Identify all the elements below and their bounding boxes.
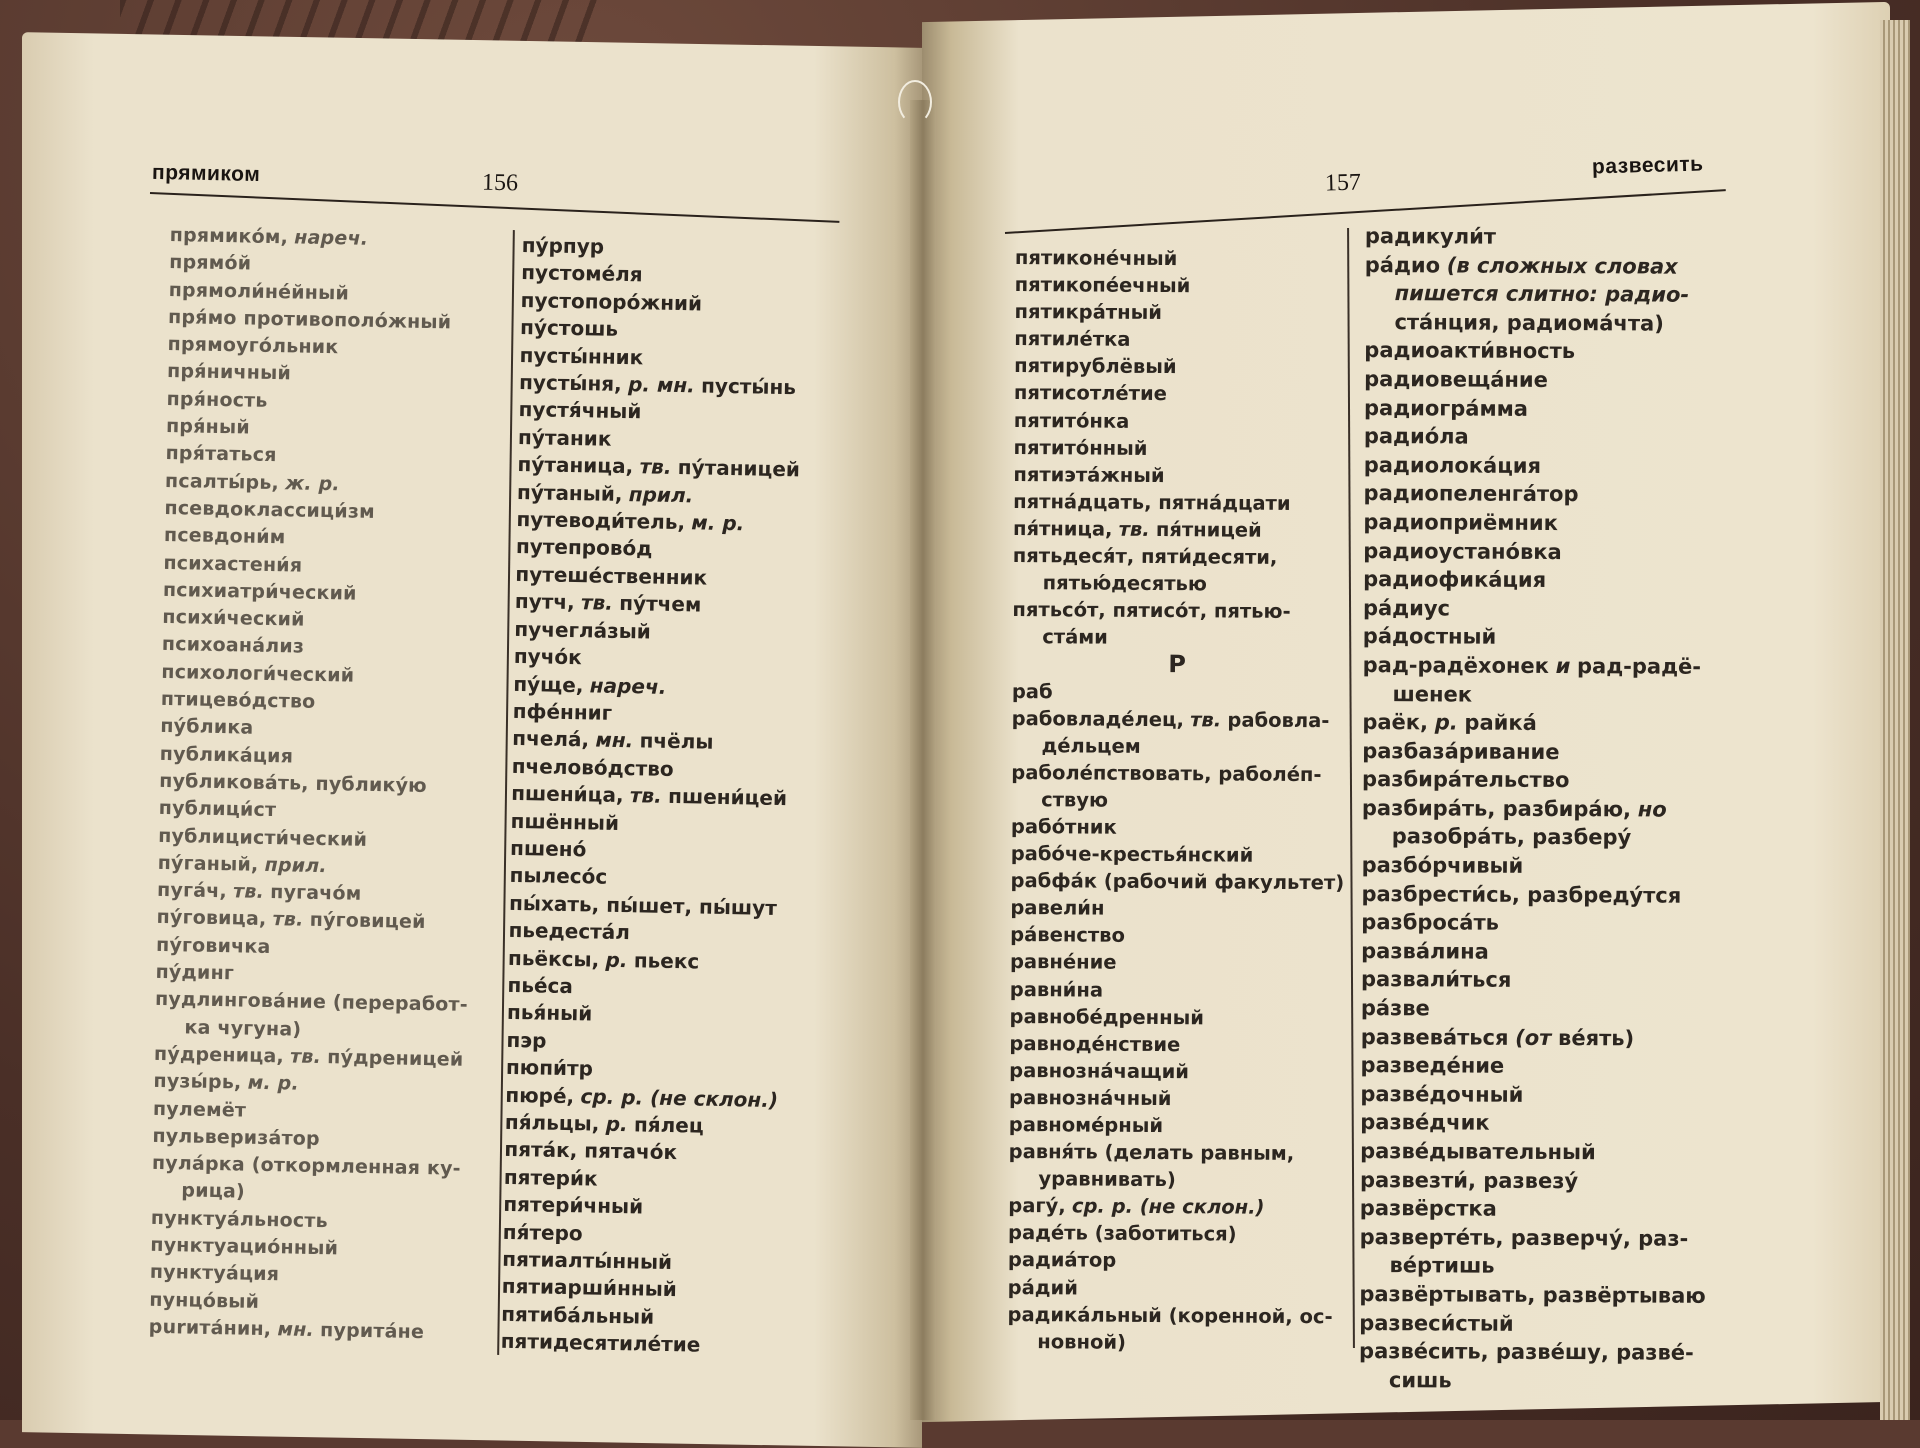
dictionary-entry xyxy=(1011,813,1341,842)
dictionary-entry xyxy=(1362,794,1722,824)
continuation-text: де́льцем xyxy=(1041,733,1141,758)
dictionary-entry xyxy=(1364,308,1724,338)
entry-word: пшённый xyxy=(510,808,620,835)
dictionary-entry xyxy=(1364,394,1724,424)
dictionary-entry xyxy=(1008,1246,1338,1275)
entry-word: пылесо́с xyxy=(509,863,608,890)
dictionary-entry xyxy=(1012,596,1342,625)
entry-word: пятиконе́чный xyxy=(1014,245,1178,271)
entry-word: радика́льный (коренной, ос- xyxy=(1007,1302,1333,1328)
dictionary-entry xyxy=(1015,271,1345,300)
right-running-head: развесить xyxy=(1591,152,1704,179)
entry-form: пчёлы xyxy=(639,728,714,755)
entry-word: рабовладе́лец, xyxy=(1011,706,1185,731)
entry-word: пятито́нка xyxy=(1013,408,1130,433)
left-page-number: 156 xyxy=(481,169,519,197)
dictionary-entry xyxy=(1363,508,1723,538)
entry-word: развёрстка xyxy=(1359,1196,1497,1221)
entry-word: радиовеща́ние xyxy=(1364,366,1548,392)
entry-form: рад-радё- xyxy=(1576,654,1702,679)
entry-word: пу́таник xyxy=(517,424,612,451)
entry-word: пшени́ца, xyxy=(510,781,624,808)
dictionary-entry xyxy=(1361,1051,1721,1081)
entry-word: пря́ный xyxy=(165,415,251,439)
entry-word: пятикра́тный xyxy=(1014,300,1162,325)
entry-word: разбаза́ривание xyxy=(1362,738,1560,764)
entry-word: пу́динг xyxy=(155,960,235,985)
entry-word: пульвериза́тор xyxy=(152,1124,321,1150)
dictionary-entry xyxy=(1361,908,1721,938)
left-column-1 xyxy=(149,222,515,1348)
entry-word: развали́ться xyxy=(1360,967,1512,993)
entry-word: псевдони́м xyxy=(163,524,286,549)
entry-word: публика́ция xyxy=(159,742,294,768)
dictionary-entry xyxy=(1010,948,1340,977)
entry-word: пьёксы, xyxy=(507,945,600,972)
entry-word: пусты́нник xyxy=(519,342,644,369)
entry-word: рагу́, xyxy=(1008,1194,1066,1218)
dictionary-entry xyxy=(1364,451,1724,481)
entry-word: равнозна́чный xyxy=(1008,1085,1172,1111)
grammar-note: м. р. xyxy=(247,1071,300,1095)
grammar-note: тв. xyxy=(1190,707,1222,732)
entry-word: прямоли́не́йный xyxy=(168,278,350,305)
entry-word: пятиба́льный xyxy=(501,1301,655,1329)
entry-word: пустоме́ля xyxy=(520,260,643,287)
entry-continuation xyxy=(1362,822,1722,852)
dictionary-entry xyxy=(1013,542,1343,571)
dictionary-entry xyxy=(1013,488,1343,517)
entry-word: пятна́дцать, пятна́дцати xyxy=(1013,489,1291,515)
dictionary-entry xyxy=(1362,851,1722,881)
continuation-text: шенек xyxy=(1392,681,1473,707)
continuation-text: ста́ми xyxy=(1042,625,1108,649)
dictionary-entry xyxy=(1010,921,1340,950)
dictionary-entry xyxy=(1363,537,1723,567)
entry-word: пятьдеся́т, пяти́десяти, xyxy=(1012,544,1278,569)
entry-word: равни́на xyxy=(1009,977,1104,1002)
entry-word: развеси́стый xyxy=(1359,1310,1514,1336)
entry-word: пя́теро xyxy=(502,1219,583,1245)
entry-word: пу́блика xyxy=(160,715,254,740)
grammar-note: но xyxy=(1637,797,1667,822)
entry-continuation xyxy=(1007,1328,1337,1357)
grammar-note: тв. xyxy=(639,454,672,480)
entry-word: пьедеста́л xyxy=(508,918,631,945)
right-column-1 xyxy=(1007,244,1345,1357)
dictionary-entry xyxy=(1363,565,1723,595)
entry-word: ра́венство xyxy=(1010,923,1126,948)
entry-word: пусты́ня, xyxy=(518,370,622,396)
entry-continuation xyxy=(1359,1251,1719,1281)
entry-word: публицисти́ческий xyxy=(158,824,368,851)
dictionary-entry xyxy=(1010,1003,1340,1032)
dictionary-entry xyxy=(1362,737,1722,767)
entry-continuation xyxy=(1359,1366,1719,1396)
entry-word: пулемёт xyxy=(152,1097,247,1122)
dictionary-entry xyxy=(1014,298,1344,327)
dictionary-entry xyxy=(1362,708,1722,738)
entry-word: пудлингова́ние (переработ- xyxy=(154,988,469,1017)
entry-word: психастени́я xyxy=(163,551,303,577)
dictionary-entry xyxy=(1009,1111,1339,1140)
entry-word: пя́тница, xyxy=(1012,516,1113,541)
entry-word: пэр xyxy=(506,1027,547,1053)
dictionary-entry xyxy=(1359,1337,1719,1367)
grammar-note: мн. xyxy=(277,1318,315,1341)
entry-word: прямико́м, xyxy=(169,223,289,249)
entry-word: прямоуго́льник xyxy=(167,333,339,359)
continuation-text: рица) xyxy=(181,1179,246,1204)
entry-word: пу́говица, xyxy=(156,906,267,931)
entry-word: разбрести́сь, разбреду́тся xyxy=(1361,881,1682,908)
entry-word: радикули́т xyxy=(1364,223,1497,249)
entry-word: пятери́чный xyxy=(503,1192,644,1219)
entry-form: пя́лец xyxy=(633,1112,704,1138)
dictionary-entry xyxy=(1008,1219,1338,1248)
entry-word: пфе́нниг xyxy=(512,698,613,725)
entry-word: пунцо́вый xyxy=(149,1288,260,1313)
entry-form: пшени́цей xyxy=(667,784,788,811)
dictionary-entry xyxy=(1365,222,1725,252)
entry-word: пятикопе́ечный xyxy=(1014,273,1191,298)
entry-form: пу́дреницей xyxy=(327,1046,464,1071)
dictionary-entry xyxy=(1360,1137,1720,1167)
entry-word: пу́дреница, xyxy=(153,1042,285,1068)
entry-continuation: ста́нция, радиома́чта) xyxy=(1394,309,1664,336)
entry-form: пу́тчем xyxy=(619,591,702,617)
entry-form: пусты́нь xyxy=(700,373,797,400)
entry-word: пятидесятиле́тие xyxy=(500,1329,701,1357)
dictionary-entry xyxy=(1013,461,1343,490)
entry-word: пула́рка (откормленная ку- xyxy=(151,1151,461,1180)
entry-word: псевдоклассици́зм xyxy=(164,496,376,523)
entry-word: разбира́тельство xyxy=(1362,767,1570,793)
entry-word: путепрово́д xyxy=(515,534,653,562)
continuation-text: ка чугуна) xyxy=(184,1016,302,1041)
entry-word: равня́ть (делать равным, xyxy=(1008,1140,1295,1166)
page-edges xyxy=(1880,20,1910,1420)
entry-form: пьекс xyxy=(633,947,700,974)
entry-word: purита́нин, xyxy=(148,1315,272,1341)
entry-word: радиогра́мма xyxy=(1363,395,1529,421)
entry-word: рабфа́к (рабочий факультет) xyxy=(1010,869,1345,895)
entry-word: пята́к, пятачо́к xyxy=(504,1137,678,1165)
entry-word: пунктуацио́нный xyxy=(150,1233,339,1260)
grammar-note: прил. xyxy=(628,481,694,507)
grammar-note: тв. xyxy=(289,1045,322,1068)
entry-word: психиатри́ческий xyxy=(162,578,357,605)
dictionary-entry xyxy=(1011,759,1341,788)
entry-word: разбо́рчивый xyxy=(1361,853,1524,878)
dictionary-entry xyxy=(1360,1194,1720,1224)
left-column-2 xyxy=(500,232,842,1362)
dictionary-entry xyxy=(1359,1309,1719,1339)
entry-word: пустопоро́жний xyxy=(520,287,703,316)
continuation-text: уравнивать) xyxy=(1038,1167,1176,1192)
right-column-2 xyxy=(1359,222,1725,1396)
dictionary-entry xyxy=(1010,894,1340,923)
entry-word: радиа́тор xyxy=(1007,1248,1117,1273)
entry-form: пу́говицей xyxy=(309,909,426,934)
grammar-note: нареч. xyxy=(589,672,667,699)
book-spine xyxy=(910,100,936,1420)
dictionary-entry xyxy=(1010,976,1340,1005)
entry-word: разверте́ть, разверчу́, раз- xyxy=(1359,1224,1689,1251)
entry-word: пря́мо противополо́жный xyxy=(167,305,452,334)
entry-word: пучегла́зый xyxy=(514,616,652,644)
dictionary-entry xyxy=(1009,1084,1339,1113)
grammar-note: р. xyxy=(605,1111,628,1137)
entry-word: пятито́нный xyxy=(1013,435,1148,460)
entry-word: рад-радёхонек xyxy=(1362,652,1550,678)
entry-word: прямо́й xyxy=(169,251,252,275)
entry-word: публикова́ть, публику́ю xyxy=(159,769,428,797)
entry-word: пюпи́тр xyxy=(505,1055,594,1081)
entry-word: радиопеленга́тор xyxy=(1363,481,1579,507)
grammar-note: тв. xyxy=(232,880,265,904)
entry-word: пу́таница, xyxy=(517,452,634,479)
entry-word: психи́ческий xyxy=(162,606,305,631)
continuation-text: разобра́ть, разберу́ xyxy=(1391,824,1632,850)
entry-word: пчелово́дство xyxy=(511,753,674,781)
dictionary-entry xyxy=(1361,1023,1721,1053)
entry-word: пустя́чный xyxy=(518,397,642,424)
grammar-note: (от xyxy=(1515,1025,1552,1050)
entry-word: пучо́к xyxy=(513,644,582,670)
entry-continuation xyxy=(1012,623,1342,652)
entry-word: раёк, xyxy=(1362,710,1429,735)
dictionary-entry xyxy=(1360,1080,1720,1110)
entry-word: равнобе́дренный xyxy=(1009,1004,1205,1029)
dictionary-entry xyxy=(1360,1108,1720,1138)
entry-word: пятирублёвый xyxy=(1014,354,1177,379)
entry-word: раде́ть (заботиться) xyxy=(1008,1221,1237,1246)
grammar-note: и xyxy=(1555,653,1571,678)
grammar-note: (в сложных словах xyxy=(1446,253,1678,279)
grammar-note: р. xyxy=(1434,710,1458,735)
dictionary-entry xyxy=(1364,365,1724,395)
dictionary-entry xyxy=(1364,422,1724,452)
entry-word: ра́дио xyxy=(1364,252,1441,277)
dictionary-entry xyxy=(1361,965,1721,995)
dictionary-entry xyxy=(1014,379,1344,408)
entry-word: пчела́, xyxy=(512,726,590,752)
binding-thread xyxy=(898,80,932,124)
entry-word: радиоакти́вность xyxy=(1364,338,1576,364)
entry-word: ра́дий xyxy=(1007,1275,1078,1300)
dictionary-entry xyxy=(1009,1030,1339,1059)
entry-form: пу́таницей xyxy=(677,455,801,482)
entry-word: пу́стошь xyxy=(519,315,619,342)
entry-continuation xyxy=(1011,732,1341,761)
entry-word: пья́ный xyxy=(506,1000,593,1026)
entry-word: радиоустано́вка xyxy=(1363,538,1562,564)
grammar-note: тв. xyxy=(580,590,614,616)
entry-word: раболе́пствовать, раболе́п- xyxy=(1011,760,1322,786)
entry-word: ра́диус xyxy=(1362,595,1451,621)
entry-word: пшено́ xyxy=(509,835,587,862)
entry-word: пу́рпур xyxy=(521,232,605,259)
entry-word: равне́ние xyxy=(1009,950,1117,975)
entry-word: пря́ность xyxy=(166,387,268,412)
dictionary-entry xyxy=(1364,479,1724,509)
grammar-note: ж. р. xyxy=(285,471,340,495)
continuation-text: ствую xyxy=(1041,788,1109,812)
entry-word: пятьсо́т, пятисо́т, пятью- xyxy=(1012,598,1291,624)
letter-heading: Р xyxy=(1168,650,1186,679)
entry-word: пуга́ч, xyxy=(156,879,228,903)
entry-word: птицево́дство xyxy=(160,687,316,713)
entry-word: радиофика́ция xyxy=(1363,567,1547,593)
dictionary-entry xyxy=(1015,244,1345,273)
entry-word: пу́ще, xyxy=(513,671,584,697)
dictionary-entry xyxy=(1008,1192,1338,1221)
dictionary-entry xyxy=(1360,1223,1720,1253)
entry-word: равнозна́чащий xyxy=(1009,1058,1190,1084)
entry-continuation xyxy=(1365,279,1725,309)
entry-word: пря́таться xyxy=(165,442,277,467)
entry-word: пунктуа́ция xyxy=(149,1261,280,1286)
entry-continuation xyxy=(1008,1165,1338,1194)
dictionary-entry xyxy=(1361,937,1721,967)
entry-word: равноме́рный xyxy=(1008,1112,1164,1138)
entry-word: развёртывать, развёртываю xyxy=(1359,1281,1706,1308)
dictionary-entry xyxy=(1007,1301,1337,1330)
entry-continuation xyxy=(1011,786,1341,815)
entry-form: пурита́не xyxy=(319,1318,425,1343)
entry-form: пугачо́м xyxy=(270,881,362,905)
entry-word: пятиалты́нный xyxy=(502,1246,673,1275)
dictionary-entry xyxy=(1359,1280,1719,1310)
entry-word: публици́ст xyxy=(158,797,277,822)
grammar-note: р. мн. xyxy=(627,372,695,398)
dictionary-entry xyxy=(1364,336,1724,366)
entry-word: путеше́ственник xyxy=(515,561,708,590)
entry-word: разведе́ние xyxy=(1360,1053,1505,1078)
entry-continuation xyxy=(1013,569,1343,598)
entry-word: путч, xyxy=(514,589,575,615)
entry-word: развезти́, развезу́ xyxy=(1359,1167,1579,1193)
grammar-note: тв. xyxy=(272,908,304,932)
dictionary-entry xyxy=(1362,765,1722,795)
entry-word: психологи́ческий xyxy=(161,660,355,687)
dictionary-entry xyxy=(1009,1057,1339,1086)
grammar-note: прил. xyxy=(264,853,328,877)
continuation-text: новной) xyxy=(1037,1329,1127,1354)
continuation-text: пишется слитно: радио- xyxy=(1394,281,1690,307)
grammar-note: тв. xyxy=(629,783,663,808)
grammar-note: тв. xyxy=(1118,517,1150,541)
dictionary-entry xyxy=(1014,325,1344,354)
entry-word: пы́хать, пы́шет, пы́шут xyxy=(508,890,778,920)
grammar-note: нареч. xyxy=(294,226,369,250)
dictionary-entry xyxy=(1013,434,1343,463)
continuation-text: ве́ртишь xyxy=(1389,1253,1495,1279)
entry-form: ве́ять) xyxy=(1558,1025,1635,1051)
entry-word: пя́льцы, xyxy=(504,1109,600,1136)
grammar-note: мн. xyxy=(595,727,634,753)
continuation-text: сишь xyxy=(1388,1367,1452,1393)
grammar-note: м. р. xyxy=(691,510,745,536)
entry-word: пятиэта́жный xyxy=(1013,462,1165,487)
entry-word: равели́н xyxy=(1010,896,1105,920)
dictionary-entry xyxy=(1365,251,1725,281)
entry-word: равноде́нствие xyxy=(1009,1031,1181,1056)
entry-word: пу́говичка xyxy=(155,933,271,958)
entry-word: пятисотле́тие xyxy=(1013,381,1167,406)
entry-word: пу́ганый, xyxy=(157,851,259,876)
entry-word: пу́таный, xyxy=(516,479,623,506)
entry-continuation xyxy=(1362,679,1722,709)
entry-word: пье́са xyxy=(507,972,574,999)
entry-word: ра́достный xyxy=(1362,624,1497,650)
grammar-note: ср. р. (не склон.) xyxy=(1071,1194,1265,1220)
entry-word: пятери́к xyxy=(503,1164,598,1191)
entry-word: разве́дочный xyxy=(1360,1081,1524,1107)
grammar-note: ср. р. (не склон.) xyxy=(580,1083,779,1112)
entry-word: псалты́рь, xyxy=(164,469,280,494)
entry-word: радиолока́ция xyxy=(1363,452,1542,478)
dictionary-entry xyxy=(1013,515,1343,544)
entry-word: разброса́ть xyxy=(1361,910,1500,935)
entry-word: радиоприёмник xyxy=(1363,509,1558,535)
entry-word: пятиле́тка xyxy=(1014,327,1131,352)
entry-word: раб xyxy=(1011,679,1053,703)
dictionary-entry xyxy=(1361,994,1721,1024)
dictionary-entry xyxy=(1014,352,1344,381)
entry-word: пюре́, xyxy=(505,1082,575,1108)
dictionary-entry xyxy=(1363,594,1723,624)
dictionary-entry xyxy=(1008,1274,1338,1303)
entry-form: пя́тницей xyxy=(1155,517,1262,542)
entry-word: разве́сить, разве́шу, разве́- xyxy=(1359,1339,1694,1365)
entry-word: пря́ничный xyxy=(166,360,292,385)
entry-word: разве́дчик xyxy=(1360,1110,1490,1136)
entry-word: ра́зве xyxy=(1360,996,1430,1021)
dictionary-entry xyxy=(1012,705,1342,734)
entry-word: пузы́рь, xyxy=(153,1070,242,1094)
continuation-text: пятью́десятью xyxy=(1042,571,1207,596)
entry-word: развева́ться xyxy=(1360,1024,1509,1050)
entry-word: психоана́лиз xyxy=(161,633,305,659)
dictionary-entry xyxy=(1010,867,1345,896)
entry-form: райка́ xyxy=(1464,710,1537,735)
entry-word: путеводи́тель, xyxy=(516,507,686,535)
entry-word: пунктуа́льность xyxy=(150,1206,329,1232)
right-page-number: 157 xyxy=(1324,169,1362,197)
dictionary-entry xyxy=(1363,622,1723,652)
entry-word: рабо́че-крестья́нский xyxy=(1010,842,1254,867)
dictionary-entry xyxy=(1014,407,1344,436)
dictionary-entry xyxy=(1360,1166,1720,1196)
entry-word: разве́дывательный xyxy=(1360,1138,1596,1165)
grammar-note: р. xyxy=(605,947,628,972)
entry-word: рабо́тник xyxy=(1010,814,1117,839)
entry-word: радио́ла xyxy=(1363,424,1469,449)
dictionary-entry xyxy=(1011,840,1341,869)
dictionary-entry xyxy=(1012,677,1342,706)
dictionary-entry xyxy=(1363,651,1723,681)
entry-word: разва́лина xyxy=(1361,938,1489,964)
entry-form: рабовла- xyxy=(1227,708,1330,732)
dictionary-entry xyxy=(1009,1138,1339,1167)
dictionary-entry xyxy=(1361,880,1721,910)
entry-word: разбира́ть, разбира́ю, xyxy=(1361,795,1632,822)
left-running-head: прямиком xyxy=(151,160,261,187)
entry-word: пятиарши́нный xyxy=(501,1274,678,1302)
